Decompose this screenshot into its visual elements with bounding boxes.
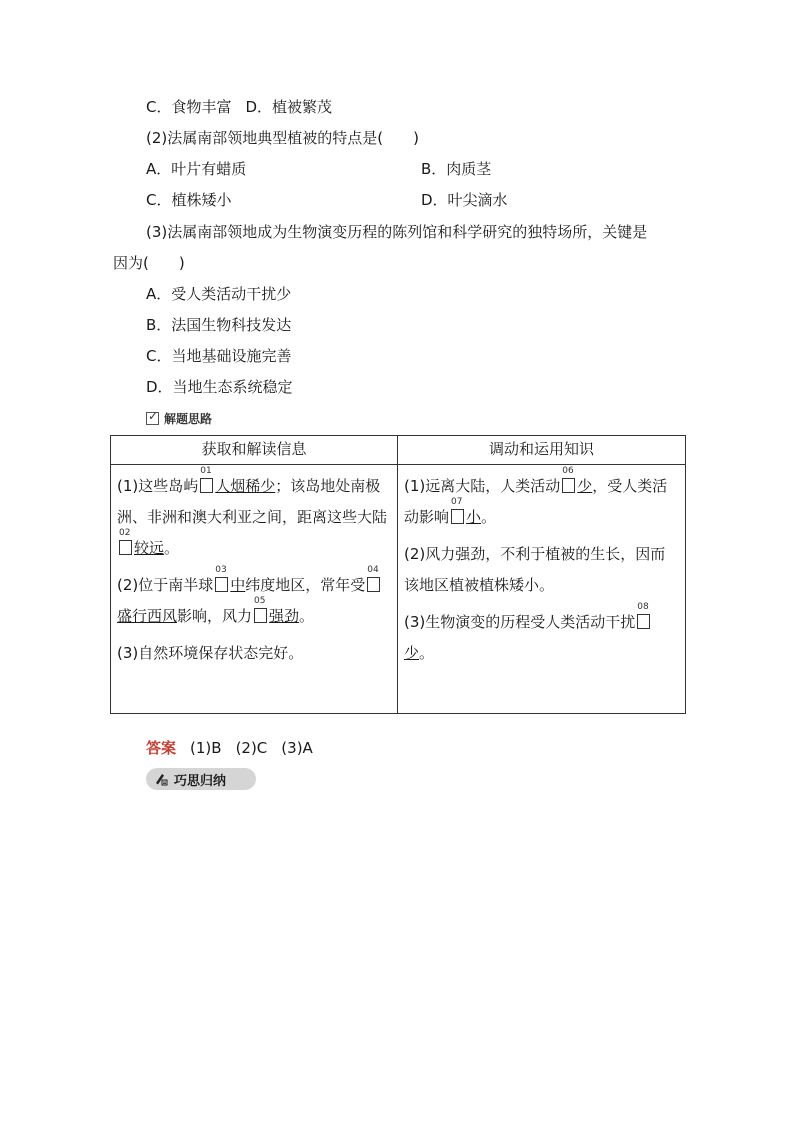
- table-header-left: 获取和解读信息: [111, 436, 398, 465]
- blank-box: 03: [215, 577, 228, 592]
- q3-option-d: D．当地生态系统稳定: [146, 378, 293, 396]
- blank-box: 04: [367, 577, 380, 592]
- summary-title: 巧思归纳: [174, 773, 227, 789]
- table-row: [111, 465, 686, 714]
- table-cell-right: [398, 465, 686, 714]
- summary-tag: [146, 768, 256, 790]
- answer-2: (2)C: [235, 739, 268, 757]
- table-header-row: [111, 436, 686, 465]
- blank-box: 01: [200, 478, 213, 493]
- q1-option-d: D．植被繁茂: [245, 98, 333, 116]
- table-cell-left: [111, 465, 398, 714]
- q2-option-c: C．植株矮小: [146, 191, 232, 209]
- q3-stem-line2: 因为( ): [113, 254, 185, 272]
- q3-option-b: B．法国生物科技发达: [146, 316, 292, 334]
- pen-note-icon: [154, 772, 168, 786]
- blank-box: 07: [451, 509, 464, 524]
- q1-options-cd: [146, 97, 332, 117]
- q3-option-c: C．当地基础设施完善: [146, 347, 292, 365]
- right-point-1: (1)远离大陆，人类活动 06 少，受人类活动影响 07 小。: [404, 466, 668, 526]
- answer-line: [146, 737, 327, 758]
- answer-3: (3)A: [281, 739, 313, 757]
- checkbox-icon: [146, 412, 159, 425]
- blank-box: 08: [637, 614, 650, 629]
- q3-option-a: A．受人类活动干扰少: [146, 285, 292, 303]
- q1-option-c: C．食物丰富: [146, 98, 232, 116]
- q2-option-b: B．肉质茎: [421, 160, 492, 178]
- q2-option-a: A．叶片有蜡质: [146, 160, 247, 178]
- left-point-3: (3)自然环境保存状态完好。: [117, 644, 304, 662]
- q2-options-ab: [146, 159, 246, 179]
- left-point-2: (2)位于南半球 03 中纬度地区，常年受 04 盛行西风影响，风力 05 强劲。: [117, 565, 379, 625]
- table-header-right: 调动和运用知识: [398, 436, 686, 465]
- right-point-3: (3)生物演变的历程受人类活动干扰 08 少。: [404, 602, 649, 662]
- answer-label: 答案: [146, 739, 177, 757]
- left-point-1: (1)这些岛屿 01 人烟稀少；该岛地处南极洲、非洲和澳大利亚之间，距离这些大陆 02 较远。: [117, 466, 388, 557]
- blank-box: 02: [119, 540, 132, 555]
- q2-stem: (2)法属南部领地典型植被的特点是( ): [146, 129, 419, 147]
- q2-option-d: D．叶尖滴水: [421, 191, 508, 209]
- answer-1: (1)B: [190, 739, 222, 757]
- solution-hint-header: [146, 410, 212, 427]
- q3-stem-line1: (3)法属南部领地成为生物演变历程的陈列馆和科学研究的独特场所，关键是: [146, 223, 648, 241]
- solution-hint-title: 解题思路: [164, 412, 213, 426]
- blank-box: 06: [562, 478, 575, 493]
- blank-box: 05: [254, 608, 267, 623]
- analysis-table: [110, 435, 686, 714]
- right-point-2: (2)风力强劲，不利于植被的生长，因而该地区植被植株矮小。: [404, 545, 666, 594]
